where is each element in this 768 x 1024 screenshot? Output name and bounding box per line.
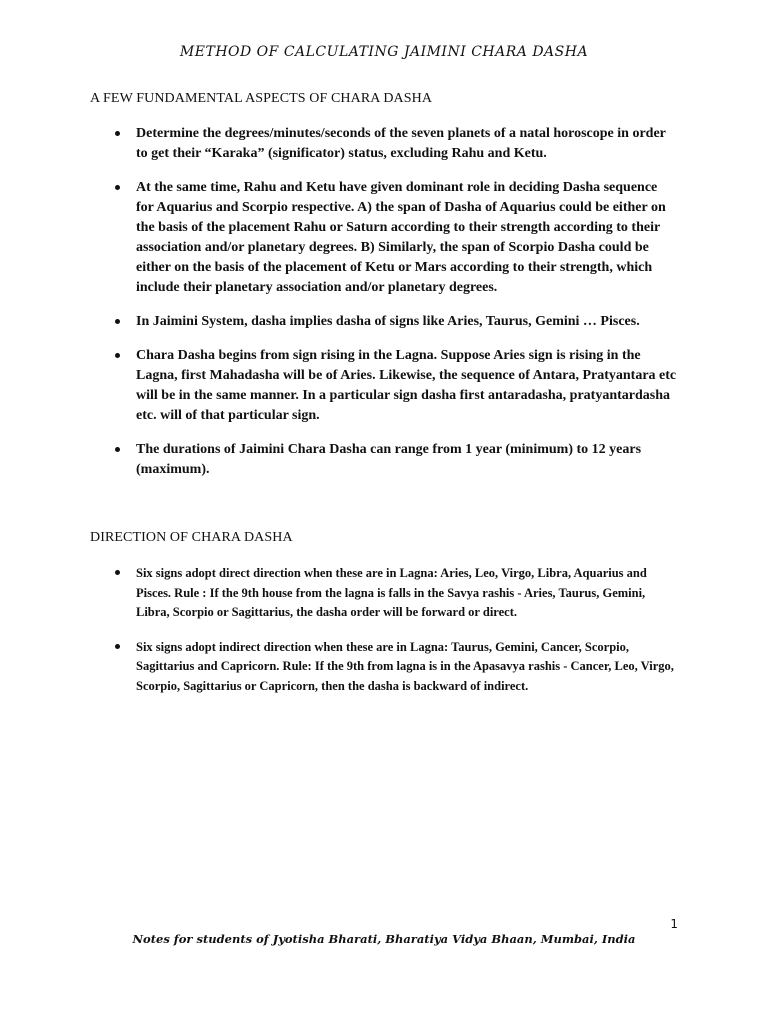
list-item-text: Six signs adopt direct direction when these are in Lagna: Aries, Leo, Virgo, Libra, Aquarius and Pisces. Rule : If the 9th house from the lagna is falls in the Savya rashis - Aries, Taurus, Gemini, Libra, Scorpio or Sagittarius, the dasha order will be forward or direct. xyxy=(136,566,647,619)
bullet-icon xyxy=(115,131,120,136)
section-heading-direction: DIRECTION OF CHARA DASHA xyxy=(90,530,293,545)
list-item-text: At the same time, Rahu and Ketu have given dominant role in deciding Dasha sequence for Aquarius and Scorpio respective. A) the span of Dasha of Aquarius could be either on the basis of the placement Rahu or Saturn according to their strength according to their association and/or planetary degrees. B) Similarly, the span of Scorpio Dasha could be either on the basis of the placement of Ketu or Mars according to their strength, which include their planetary association and/or planetary degrees. xyxy=(136,180,666,295)
list-item-text: Six signs adopt indirect direction when these are in Lagna: Taurus, Gemini, Cancer, Scorpio, Sagittarius and Capricorn. Rule: If the 9th from lagna is in the Apasavya rashis - Cancer, Leo, Virgo, Scorpio, Sagittarius or Capricorn, then the dasha is backward of indirect. xyxy=(136,639,674,693)
bullet-icon xyxy=(115,353,120,358)
list-item-text: Determine the degrees/minutes/seconds of the seven planets of a natal horoscope in order to get their “Karaka” (significator) status, excluding Rahu and Ketu. xyxy=(136,126,666,161)
document-title: METHOD OF CALCULATING JAIMINI CHARA DASHA xyxy=(179,44,589,60)
list-item xyxy=(0,440,768,480)
list-item xyxy=(0,638,768,697)
list-item xyxy=(0,346,768,426)
list-item xyxy=(0,124,768,164)
bullet-icon xyxy=(115,447,120,452)
bullet-icon xyxy=(115,185,120,190)
bullet-icon xyxy=(115,319,120,324)
bullet-icon xyxy=(115,644,120,649)
list-item xyxy=(0,564,768,623)
bullet-icon xyxy=(115,570,120,575)
list-item-text: Chara Dasha begins from sign rising in the Lagna. Suppose Aries sign is rising in the Lagna, first Mahadasha will be of Aries. Likewise, the sequence of Antara, Pratyantara etc will be in the same manner. In a particular sign dasha first antaradasha, pratyantardasha etc. will of that particular sign. xyxy=(136,348,677,423)
list-item-text: In Jaimini System, dasha implies dasha of signs like Aries, Taurus, Gemini … Pisces. xyxy=(136,314,640,329)
footer-note: Notes for students of Jyotisha Bharati, Bharatiya Vidya Bhaan, Mumbai, India xyxy=(132,932,636,946)
section-heading-fundamentals: A FEW FUNDAMENTAL ASPECTS OF CHARA DASHA xyxy=(90,91,433,106)
list-item-text: The durations of Jaimini Chara Dasha can range from 1 year (minimum) to 12 years (maximum). xyxy=(136,442,642,477)
list-item xyxy=(0,312,768,332)
list-item xyxy=(0,178,768,298)
fundamentals-list xyxy=(0,124,768,494)
direction-list xyxy=(0,564,768,711)
page-number: 1 xyxy=(670,917,678,931)
